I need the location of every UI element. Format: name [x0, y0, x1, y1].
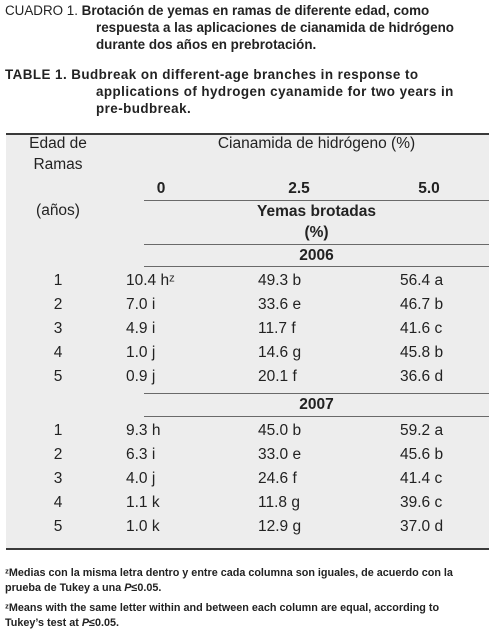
- year-2006-top-rule: [144, 244, 489, 245]
- footnote-en-line2a: Tukey’s test at: [5, 616, 82, 629]
- caption-en-line3: pre-budbreak.: [96, 101, 192, 116]
- caption-en-line2: applications of hydrogen cyanamide for two years in: [96, 84, 454, 99]
- caption-en-label: TABLE 1.: [5, 67, 68, 82]
- table-bottom-rule: [6, 548, 489, 550]
- measure-header-line2: (%): [304, 224, 329, 241]
- dose-rule: [144, 200, 489, 201]
- footnote-es-line2a: prueba de Tukey a una: [5, 581, 125, 594]
- year-2006-label: 2006: [299, 247, 334, 264]
- table-cell-dose2: 41.6 c: [400, 320, 443, 337]
- caption-en-line1: Budbreak on different-age branches in response to: [71, 67, 419, 82]
- table-cell-dose1: 11.8 g: [258, 494, 300, 511]
- table-cell-dose2: 46.7 b: [400, 296, 444, 313]
- table-cell-dose2: 45.8 b: [400, 344, 444, 361]
- year-2006-bottom-rule: [144, 266, 489, 267]
- table-cell-age: 5: [53, 368, 63, 385]
- table-cell-dose2: 59.2 a: [400, 422, 444, 439]
- table-cell-dose0: 0.9 j: [126, 368, 156, 385]
- table-cell-dose1: 24.6 f: [258, 470, 297, 487]
- table-cell-dose0: 1.1 k: [126, 494, 160, 511]
- dose-0-header: 0: [156, 180, 166, 197]
- footnote-es-p: P: [124, 581, 132, 594]
- footnote-en-p: P: [81, 616, 90, 629]
- table-cell-age: 1: [53, 272, 63, 289]
- table-cell-dose2: 56.4 a: [400, 272, 444, 289]
- table-cell-dose1: 49.3 b: [258, 272, 302, 289]
- data-table: [6, 133, 489, 550]
- table-cell-dose0: 1.0 k: [126, 518, 160, 535]
- col-age-header-line3: (años): [36, 202, 80, 219]
- table-cell-dose1: 45.0 b: [258, 422, 302, 439]
- table-cell-age: 5: [53, 518, 63, 535]
- table-cell-dose0: 7.0 i: [126, 296, 156, 313]
- year-2007-label: 2007: [299, 396, 334, 413]
- year-2007-top-rule: [144, 393, 489, 394]
- caption-es-line3: durante dos años en prebrotación.: [96, 37, 317, 52]
- table-cell-dose0: 1.0 j: [126, 344, 156, 361]
- table-cell-age: 4: [53, 494, 63, 511]
- col-age-header-line1: Edad de: [29, 135, 87, 152]
- footnote-en-line2: [5, 616, 489, 631]
- group-header: Cianamida de hidrógeno (%): [217, 135, 416, 152]
- footnote-english: [5, 601, 489, 630]
- table-cell-dose2: 41.4 c: [400, 470, 443, 487]
- col-age-header-line2: Ramas: [33, 156, 83, 173]
- table-cell-dose1: 11.7 f: [258, 320, 296, 337]
- table-cell-dose1: 14.6 g: [258, 344, 302, 361]
- dose-5-0-header: 5.0: [418, 180, 440, 197]
- caption-es-line1: Brotación de yemas en ramas de diferente edad, como: [81, 3, 430, 18]
- table-cell-age: 2: [53, 296, 63, 313]
- footnote-en-line2b: ≤0.05.: [89, 616, 119, 629]
- table-cell-dose2: 36.6 d: [400, 368, 444, 385]
- table-cell-dose1: 12.9 g: [258, 518, 302, 535]
- table-cell-dose0: 10.4 hᶻ: [126, 272, 175, 289]
- dose-2-5-header: 2.5: [288, 180, 310, 197]
- table-cell-dose0: 6.3 i: [126, 446, 156, 463]
- table-cell-dose2: 37.0 d: [400, 518, 444, 535]
- table-cell-age: 4: [53, 344, 63, 361]
- measure-header-line1: Yemas brotadas: [257, 203, 376, 220]
- table-cell-dose2: 45.6 b: [400, 446, 444, 463]
- footnote-es-line1: ᶻMedias con la misma letra dentro y entre cada columna son iguales, de acuerdo con la: [5, 567, 453, 579]
- footnote-es-line2: [5, 581, 489, 596]
- year-2007-bottom-rule: [144, 416, 489, 417]
- footnote-spanish: [5, 566, 489, 595]
- caption-es-line2: respuesta a las aplicaciones de cianamida de hidrógeno: [96, 20, 454, 35]
- table-cell-age: 1: [53, 422, 63, 439]
- table-cell-dose1: 33.6 e: [258, 296, 302, 313]
- table-cell-age: 3: [53, 470, 63, 487]
- table-cell-dose0: 4.0 j: [126, 470, 156, 487]
- footnote-en-line1: ᶻMeans with the same letter within and between each column are equal, according to: [5, 602, 440, 614]
- table-cell-dose0: 4.9 i: [126, 320, 156, 337]
- table-cell-dose0: 9.3 h: [126, 422, 161, 439]
- table-cell-dose1: 20.1 f: [258, 368, 297, 385]
- caption-spanish: [5, 2, 489, 53]
- table-cell-age: 2: [53, 446, 63, 463]
- footnote-es-line2b: ≤0.05.: [131, 581, 162, 594]
- caption-english: [5, 66, 489, 117]
- caption-es-label: CUADRO 1.: [5, 3, 78, 18]
- table-cell-age: 3: [53, 320, 63, 337]
- table-cell-dose1: 33.0 e: [258, 446, 302, 463]
- table-cell-dose2: 39.6 c: [400, 494, 443, 511]
